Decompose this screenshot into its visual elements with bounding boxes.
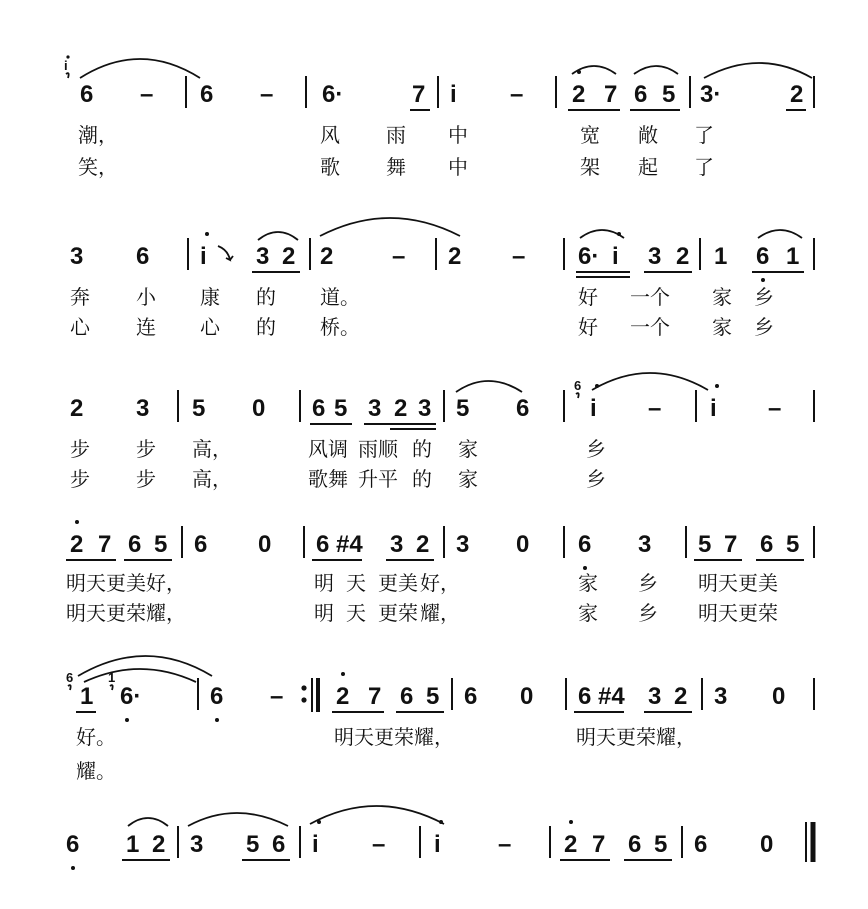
note: 0	[258, 531, 272, 558]
note: 5	[334, 395, 348, 422]
note: 6·	[578, 243, 600, 270]
lyric: 明天更荣耀，	[576, 725, 696, 749]
lyric: 明天更美	[698, 571, 778, 595]
note: 2	[282, 243, 296, 270]
lyric: 心	[200, 315, 220, 339]
lyric: 步	[136, 437, 156, 461]
note: –	[512, 243, 526, 270]
lyric: 雨顺	[358, 437, 398, 461]
note: 2	[790, 81, 804, 108]
lyric: 好。	[76, 725, 116, 749]
note: #4	[598, 683, 625, 710]
note: 5	[786, 531, 800, 558]
note: 7	[604, 81, 618, 108]
repeat-dot	[301, 697, 306, 702]
note: 6	[578, 683, 592, 710]
score-row-5	[66, 656, 814, 783]
lyric: 架	[580, 155, 600, 179]
note: 5	[456, 395, 470, 422]
lyric: 家	[578, 571, 598, 595]
lyric: 明天更荣耀，	[66, 601, 186, 625]
note: 6	[400, 683, 414, 710]
note: 0	[252, 395, 266, 422]
lyric: 敞	[638, 123, 658, 147]
note: 6	[210, 683, 224, 710]
note: 5	[654, 831, 668, 858]
note: 5	[426, 683, 440, 710]
lyric: 道。	[320, 285, 360, 309]
lyric: 宽	[580, 123, 600, 147]
lyric: 天	[346, 601, 366, 625]
lyric: 更荣	[378, 601, 418, 625]
note: 1	[714, 243, 728, 270]
lyric: 更美	[378, 571, 418, 595]
note: #4	[336, 531, 363, 558]
note: 2	[152, 831, 166, 858]
note: 2	[572, 81, 586, 108]
score-row-3	[70, 373, 814, 491]
note: –	[648, 395, 662, 422]
note: 6	[516, 395, 530, 422]
note: 2	[336, 683, 350, 710]
lyric: 步	[70, 437, 90, 461]
lyric: 一个	[630, 285, 670, 309]
grace-note: 1	[108, 670, 116, 685]
lyric: 好	[578, 315, 598, 339]
note: 3	[714, 683, 728, 710]
slur	[80, 59, 200, 78]
note: 7	[368, 683, 382, 710]
lyric: 家	[458, 437, 478, 461]
note: 6·	[120, 683, 142, 710]
lyric: 的	[256, 285, 276, 309]
note: 2	[70, 531, 84, 558]
repeat-dot	[301, 685, 306, 690]
lyric: 家	[458, 467, 478, 491]
note: 3	[456, 531, 470, 558]
lyric: 奔	[70, 285, 90, 309]
note: 6	[272, 831, 286, 858]
score-row-4	[66, 520, 814, 625]
note: 5	[246, 831, 260, 858]
lyric: 连	[136, 315, 156, 339]
grace-note: 6	[574, 378, 582, 393]
lyric: 明	[314, 571, 334, 595]
lyric: 歌	[320, 155, 340, 179]
note: 0	[520, 683, 534, 710]
note: 6	[136, 243, 150, 270]
note: 0	[516, 531, 530, 558]
score-row-1	[64, 55, 814, 179]
lyric: 明天更荣耀，	[334, 725, 454, 749]
lyric: 舞	[386, 155, 406, 179]
note: i	[312, 831, 319, 858]
note: 2	[448, 243, 462, 270]
lyric: 潮，	[78, 123, 118, 147]
lyric: 耀。	[76, 759, 116, 783]
note: 6	[66, 831, 80, 858]
note: 6	[694, 831, 708, 858]
note: –	[372, 831, 386, 858]
lyric: 乡	[638, 601, 658, 625]
note: 2	[564, 831, 578, 858]
note: 5	[698, 531, 712, 558]
note: 3	[256, 243, 270, 270]
note: 6	[760, 531, 774, 558]
note: i	[590, 395, 597, 422]
note: 5	[192, 395, 206, 422]
note: –	[768, 395, 782, 422]
lyric: 高，	[192, 467, 232, 491]
lyric: 乡	[638, 571, 658, 595]
grace-note: 6	[66, 670, 74, 685]
lyric: 好	[578, 285, 598, 309]
lyric: 乡	[754, 285, 774, 309]
note: 1	[126, 831, 140, 858]
grace-note: i	[64, 58, 68, 73]
note: 0	[760, 831, 774, 858]
note: 1	[786, 243, 800, 270]
lyric: 中	[448, 155, 468, 179]
note: 0	[772, 683, 786, 710]
lyric: 家	[712, 285, 732, 309]
lyric: 一个	[630, 315, 670, 339]
note: –	[140, 81, 154, 108]
lyric: 风调	[308, 437, 348, 461]
lyric: 的	[256, 315, 276, 339]
lyric: 歌舞	[308, 467, 348, 491]
note: 2	[416, 531, 430, 558]
note: 3	[638, 531, 652, 558]
lyric: 乡	[586, 437, 606, 461]
note: 6	[194, 531, 208, 558]
note: 3	[418, 395, 432, 422]
note: 6	[200, 81, 214, 108]
lyric: 的	[412, 437, 432, 461]
note: 5	[154, 531, 168, 558]
note: 5	[662, 81, 676, 108]
note: 6	[464, 683, 478, 710]
note: 6	[628, 831, 642, 858]
lyric: 家	[578, 601, 598, 625]
lyric: 好，	[420, 571, 460, 595]
note: i	[710, 395, 717, 422]
note: 7	[98, 531, 112, 558]
lyric: 了	[694, 155, 714, 179]
note: 3	[70, 243, 84, 270]
lyric: 耀，	[420, 601, 460, 625]
lyric: 的	[412, 467, 432, 491]
note: 3	[648, 243, 662, 270]
note: 3	[390, 531, 404, 558]
note: 2	[70, 395, 84, 422]
note: 3	[190, 831, 204, 858]
note: –	[498, 831, 512, 858]
lyric: 明天更荣	[698, 601, 778, 625]
lyric: 天	[346, 571, 366, 595]
lyric: 明	[314, 601, 334, 625]
note: 7	[592, 831, 606, 858]
note: i	[434, 831, 441, 858]
lyric: 乡	[754, 315, 774, 339]
lyric: 升平	[358, 467, 398, 491]
note: 3·	[700, 81, 722, 108]
lyric: 起	[638, 155, 658, 179]
note: 6	[756, 243, 770, 270]
lyric: 风	[320, 123, 340, 147]
lyric: 雨	[386, 123, 406, 147]
lyric: 康	[200, 285, 220, 309]
lyric: 明天更美好，	[66, 571, 186, 595]
note: 6·	[322, 81, 344, 108]
note: 3	[136, 395, 150, 422]
note: 6	[80, 81, 94, 108]
lyric: 小	[136, 285, 156, 309]
lyric: 桥。	[320, 315, 360, 339]
note: i	[450, 81, 457, 108]
note: 7	[412, 81, 426, 108]
lyric: 家	[712, 315, 732, 339]
note: –	[260, 81, 274, 108]
lyric: 高，	[192, 437, 232, 461]
note: 3	[368, 395, 382, 422]
note: i	[612, 243, 619, 270]
note: 6	[578, 531, 592, 558]
lyric: 心	[70, 315, 90, 339]
note: 2	[674, 683, 688, 710]
note: 1	[80, 683, 94, 710]
note: 6	[634, 81, 648, 108]
note: 2	[320, 243, 334, 270]
note: 6	[312, 395, 326, 422]
lyric: 中	[448, 123, 468, 147]
lyric: 步	[70, 467, 90, 491]
note: –	[392, 243, 406, 270]
note: 7	[724, 531, 738, 558]
note: 3	[648, 683, 662, 710]
note: 6	[128, 531, 142, 558]
lyric: 乡	[586, 467, 606, 491]
lyric: 笑，	[78, 155, 118, 179]
lyric: 步	[136, 467, 156, 491]
note: 6	[316, 531, 330, 558]
note: 2	[394, 395, 408, 422]
note: 2	[676, 243, 690, 270]
score-row-2	[70, 218, 814, 339]
note: –	[510, 81, 524, 108]
lyric: 了	[694, 123, 714, 147]
score-row-6	[66, 806, 813, 870]
note: –	[270, 683, 284, 710]
note: i	[200, 243, 207, 270]
